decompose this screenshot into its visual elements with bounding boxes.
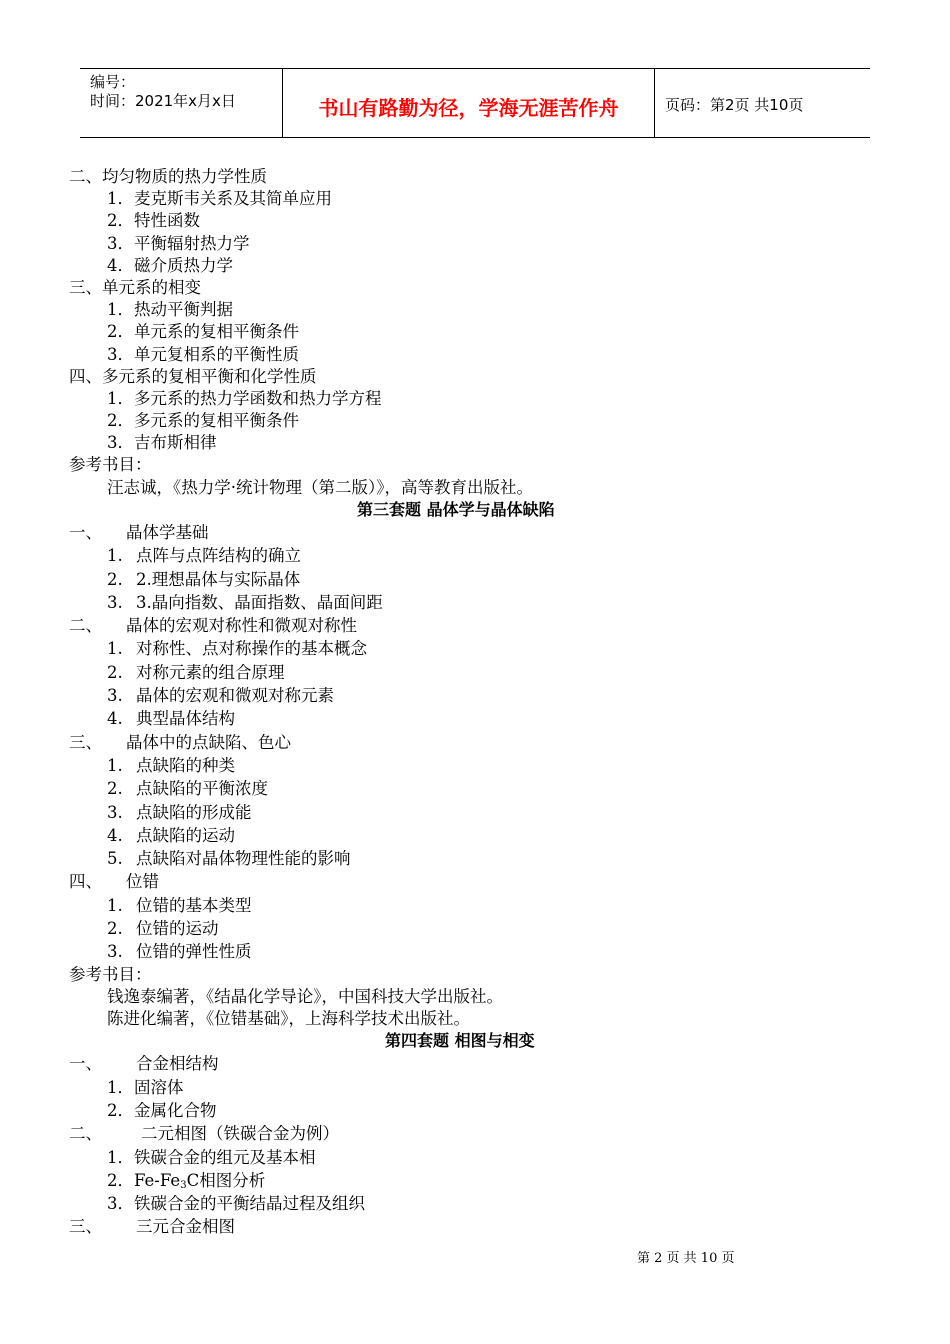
- section-heading: 三、单元系的相变: [69, 277, 201, 297]
- header-page-cell: [655, 69, 870, 137]
- list-item: 2. 对称元素的组合原理: [107, 662, 285, 682]
- header-page-label: 页码：第2页 共10页: [665, 96, 804, 114]
- page-header: [80, 68, 870, 138]
- list-item: 2．特性函数: [107, 211, 200, 231]
- list-item: 2．金属化合物: [107, 1100, 217, 1120]
- list-item: 2. 位错的运动: [107, 919, 219, 939]
- list-item: 4. 典型晶体结构: [107, 709, 235, 729]
- section-heading: 三、 晶体中的点缺陷、色心: [69, 732, 291, 752]
- list-item: 4. 点缺陷的运动: [107, 825, 235, 845]
- list-item: 1. 位错的基本类型: [107, 895, 252, 915]
- reference-entry: 汪志诚，《热力学·统计物理（第二版）》，高等教育出版社。: [107, 477, 533, 497]
- list-item: 3．铁碳合金的平衡结晶过程及组织: [107, 1194, 365, 1214]
- document-number-label: 编号：: [90, 73, 136, 91]
- list-item: 1．麦克斯韦关系及其简单应用: [107, 189, 332, 209]
- reference-entry: 钱逸泰编著，《结晶化学导论》，中国科技大学出版社。: [107, 986, 503, 1006]
- section-heading: 二、 晶体的宏观对称性和微观对称性: [69, 616, 357, 636]
- set4-title: 第四套题 相图与相变: [385, 1031, 535, 1051]
- header-motto: 书山有路勤为径，学海无涯苦作舟: [318, 96, 619, 120]
- header-motto-cell: [283, 69, 655, 137]
- document-date-label: 时间：2021年x月x日: [90, 92, 236, 110]
- list-item: 3．平衡辐射热力学: [107, 233, 250, 253]
- header-left-cell: [80, 69, 283, 137]
- list-item: 2. 点缺陷的平衡浓度: [107, 779, 268, 799]
- list-item: 3. 点缺陷的形成能: [107, 802, 252, 822]
- set3-title: 第三套题 晶体学与晶体缺陷: [357, 499, 555, 519]
- list-item: 3. 晶体的宏观和微观对称元素: [107, 686, 334, 706]
- section-heading: 三、 三元合金相图: [69, 1217, 235, 1237]
- list-item: 3．吉布斯相律: [107, 433, 217, 453]
- list-item: 2．单元系的复相平衡条件: [107, 322, 299, 342]
- list-item: 2. 2.理想晶体与实际晶体: [107, 569, 301, 589]
- document-body: [69, 166, 889, 1239]
- list-item: 1. 点阵与点阵结构的确立: [107, 546, 301, 566]
- list-item: 2．$Fe-Fe_3C$相图分析: [107, 1170, 266, 1191]
- list-item: 2．多元系的复相平衡条件: [107, 411, 299, 431]
- list-item: 1．热动平衡判据: [107, 300, 233, 320]
- footer-page-number: 第 2 页 共 10 页: [637, 1251, 735, 1266]
- list-item: 3. 3.晶向指数、晶面指数、晶面间距: [107, 592, 383, 612]
- list-item: 4．磁介质热力学: [107, 255, 233, 275]
- list-item: 1．多元系的热力学函数和热力学方程: [107, 388, 382, 408]
- section-heading: 二、 二元相图（铁碳合金为例）: [69, 1124, 339, 1144]
- reference-entry: 陈进化编著，《位错基础》，上海科学技术出版社。: [107, 1009, 470, 1029]
- list-item: 3. 位错的弹性性质: [107, 942, 252, 962]
- reference-label: 参考书目：: [69, 964, 152, 984]
- section-heading: 二、均匀物质的热力学性质: [69, 167, 267, 186]
- list-item: 1．固溶体: [107, 1077, 184, 1097]
- section-heading: 四、 位错: [69, 872, 159, 892]
- list-item: 1. 点缺陷的种类: [107, 755, 235, 775]
- section-heading: 四、多元系的复相平衡和化学性质: [69, 366, 317, 386]
- list-item: 1. 对称性、点对称操作的基本概念: [107, 639, 367, 659]
- section-heading: 一、 晶体学基础: [69, 523, 209, 542]
- list-item: 1．铁碳合金的组元及基本相: [107, 1147, 316, 1167]
- reference-label: 参考书目：: [69, 455, 152, 475]
- section-heading: 一、 合金相结构: [69, 1054, 219, 1074]
- list-item: 3．单元复相系的平衡性质: [107, 344, 299, 364]
- list-item: 5. 点缺陷对晶体物理性能的影响: [107, 849, 351, 869]
